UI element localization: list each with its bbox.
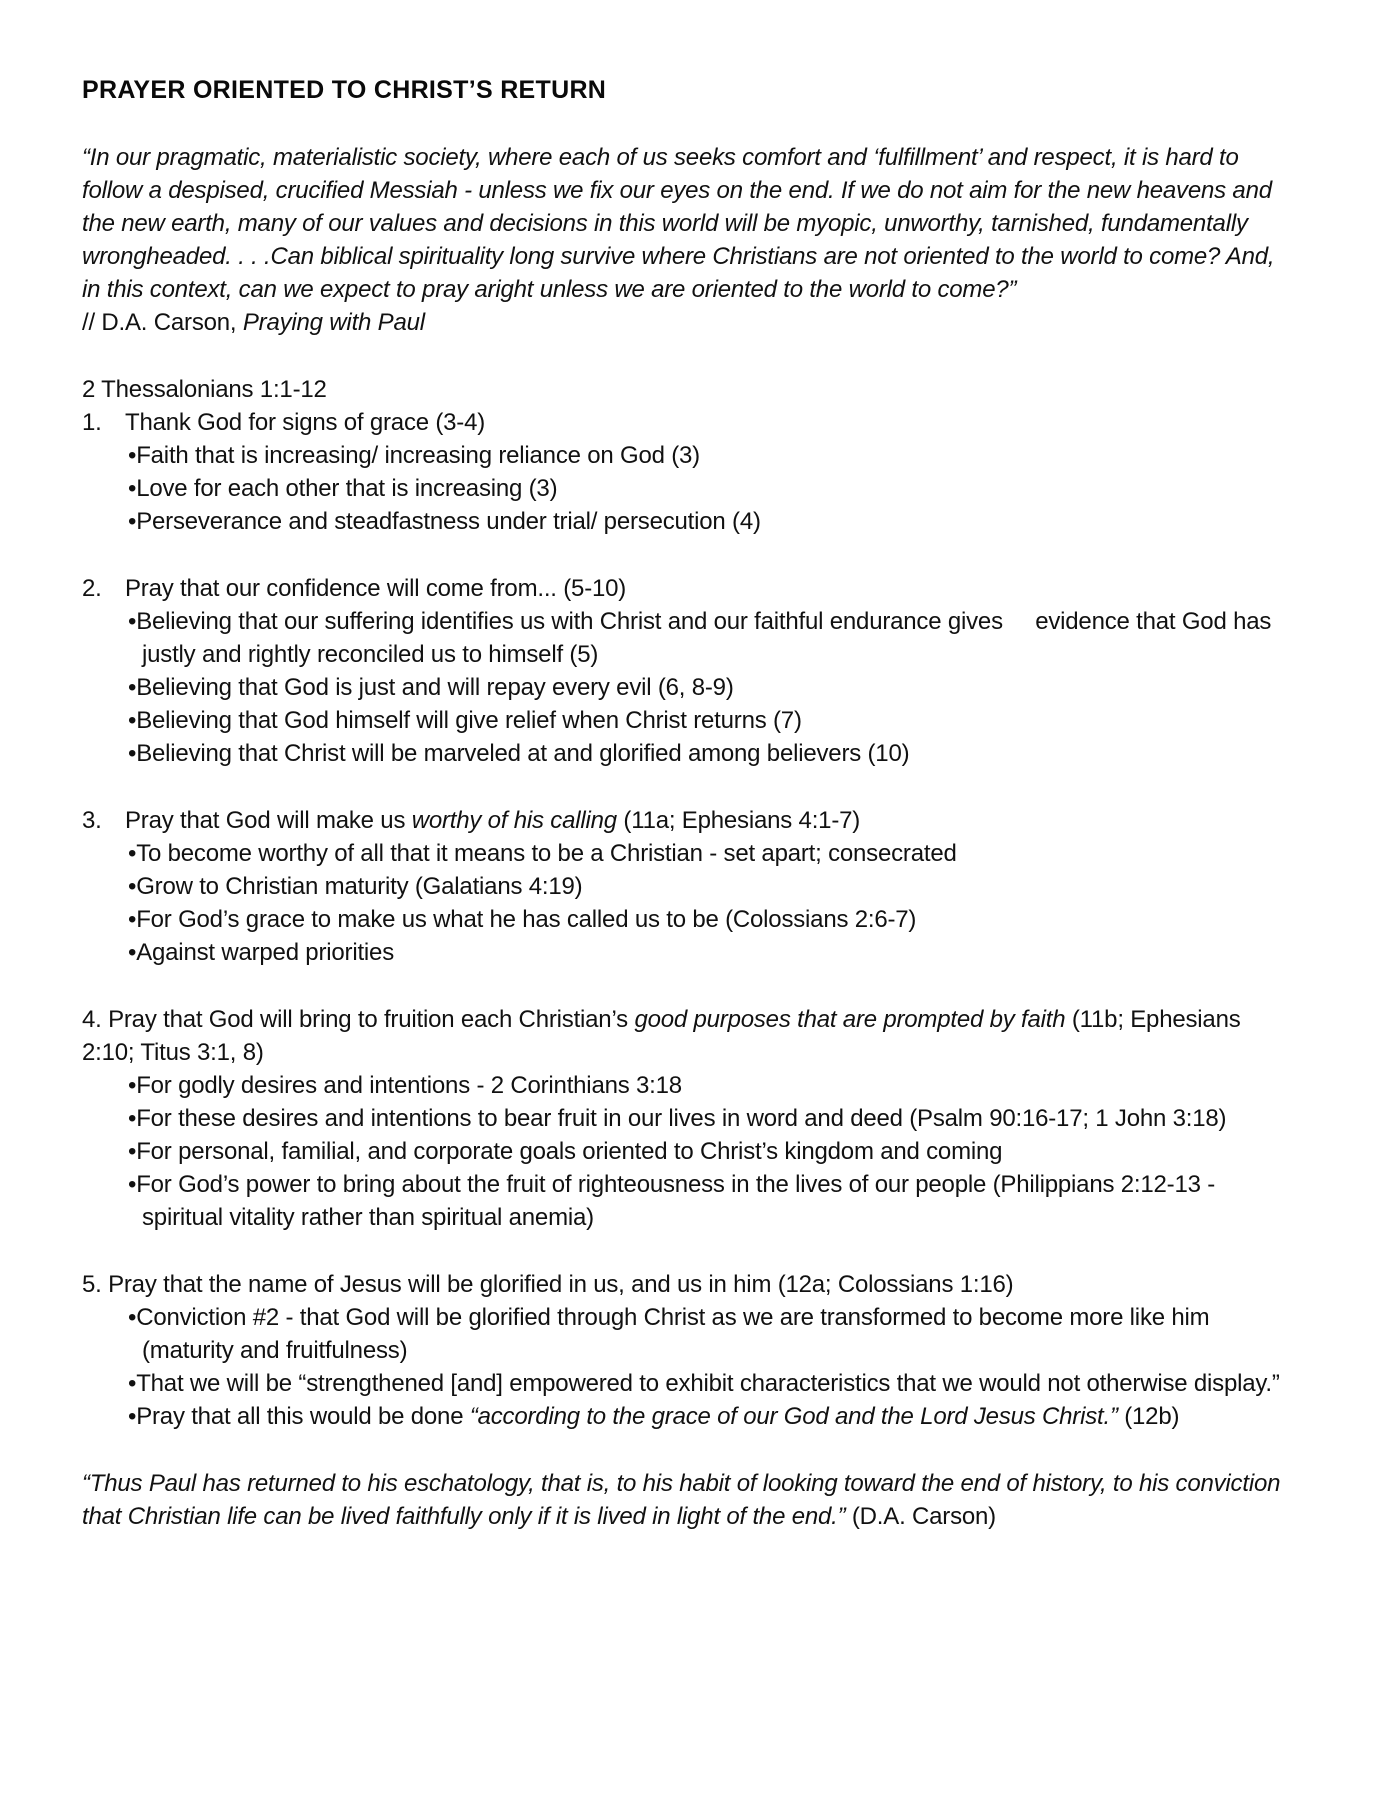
- item-3-heading-text: Pray that God will make us: [125, 807, 412, 834]
- bullet-item: • For God’s power to bring about the fruit of righteousness in the lives of our people (Philippians 2:12-13 - spiritual vitality rather than spiritual anemia): [128, 1168, 1296, 1234]
- item-4-heading-italic: good purposes that are prompted by faith: [634, 1006, 1066, 1033]
- bullet-item: • For these desires and intentions to bear fruit in our lives in word and deed (Psalm 90:16-17; 1 John 3:18): [128, 1102, 1296, 1135]
- outline-item-3: [82, 804, 1296, 969]
- item-1-number: 1.: [82, 409, 102, 436]
- outline-item-2-heading: [82, 572, 1296, 605]
- passage-reference: 2 Thessalonians 1:1-12: [82, 376, 327, 403]
- bullet-segment: Pray that all this would be done: [136, 1403, 470, 1430]
- item-3-bullet-list: [82, 837, 1296, 969]
- outline-item-5: [82, 1268, 1296, 1433]
- item-3-heading-ref: (11a; Ephesians 4:1-7): [616, 807, 861, 834]
- closing-quote-attribution: (D.A. Carson): [845, 1503, 996, 1530]
- bullet-item: • Perseverance and steadfastness under trial/ persecution (4): [128, 505, 1296, 538]
- bullet-item: • For godly desires and intentions - 2 Corinthians 3:18: [128, 1069, 1296, 1102]
- closing-quote-text: “Thus Paul has returned to his eschatology, that is, to his habit of looking toward the end of history, to his conviction that Christian life can be lived faithfully only if it is lived in light of the end.”: [82, 1470, 1281, 1530]
- attribution-work-title: Praying with Paul: [242, 309, 425, 336]
- bullet-item: • Love for each other that is increasing (3): [128, 472, 1296, 505]
- item-5-bullet-list: [82, 1301, 1296, 1433]
- item-4-heading-text: 4. Pray that God will bring to fruition each Christian’s: [82, 1006, 635, 1033]
- item-1-bullet-list: [82, 439, 1296, 538]
- bullet-item: • For personal, familial, and corporate goals oriented to Christ’s kingdom and coming: [128, 1135, 1296, 1168]
- bullet-item: • Believing that God himself will give relief when Christ returns (7): [128, 704, 1296, 737]
- outline-item-2: [82, 572, 1296, 770]
- outline-item-4-heading: [82, 1003, 1296, 1069]
- bullet-item: • Conviction #2 - that God will be glorified through Christ as we are transformed to become more like him (maturity and fruitfulness): [128, 1301, 1296, 1367]
- item-3-number: 3.: [82, 807, 102, 834]
- item-4-heading-ref: (11b; Ephesians 2:10; Titus 3:1, 8): [82, 1006, 1241, 1066]
- bullet-item: • That we will be “strengthened [and] empowered to exhibit characteristics that we would not otherwise display.”: [128, 1367, 1296, 1400]
- item-3-heading-italic: worthy of his calling: [411, 807, 617, 834]
- bullet-item: • Believing that our suffering identifies us with Christ and our faithful endurance gives evidence that God has justly and rightly reconciled us to himself (5): [128, 605, 1296, 671]
- item-2-bullet-list: [82, 605, 1296, 770]
- bullet-item: • Grow to Christian maturity (Galatians 4:19): [128, 870, 1296, 903]
- bullet-item: • Believing that God is just and will repay every evil (6, 8-9): [128, 671, 1296, 704]
- item-2-number: 2.: [82, 575, 102, 602]
- item-1-heading-text: Thank God for signs of grace (3-4): [125, 409, 486, 436]
- bullet-item: • Faith that is increasing/ increasing reliance on God (3): [128, 439, 1296, 472]
- attribution-line: [82, 306, 1296, 339]
- outline-item-5-heading: [82, 1268, 1296, 1301]
- item-2-heading-text: Pray that our confidence will come from... (5-10): [125, 575, 627, 602]
- bullet-item: • Believing that Christ will be marveled at and glorified among believers (10): [128, 737, 1296, 770]
- bullet-item: [128, 1400, 1296, 1433]
- item-5-heading-text: 5. Pray that the name of Jesus will be glorified in us, and us in him (12a; Colossians 1:16): [82, 1271, 1014, 1298]
- opening-quote: “In our pragmatic, materialistic society, where each of us seeks comfort and ‘fulfillment’ and respect, it is hard to follow a despised, crucified Messiah - unless we fix our eyes on the end. If we do not aim for the new heavens and the new earth, many of our values and decisions in this world will be myopic, unworthy, tarnished, fundamentally wrongheaded. . . .Can biblical spirituality long survive where Christians are not oriented to the world to come? And, in this context, can we expect to pray aright unless we are oriented to the world to come?”: [82, 144, 1275, 303]
- bullet-segment-italic: “according to the grace of our God and the Lord Jesus Christ.”: [469, 1403, 1118, 1430]
- attribution-prefix: // D.A. Carson,: [82, 309, 243, 336]
- bullet-item: • To become worthy of all that it means to be a Christian - set apart; consecrated: [128, 837, 1296, 870]
- outline-item-4: [82, 1003, 1296, 1234]
- outline-item-1: [82, 406, 1296, 538]
- bullet-segment-ref: (12b): [1117, 1403, 1180, 1430]
- item-4-bullet-list: [82, 1069, 1296, 1234]
- bullet-item: • For God’s grace to make us what he has called us to be (Colossians 2:6-7): [128, 903, 1296, 936]
- closing-quote: [82, 1467, 1296, 1533]
- document-title: PRAYER ORIENTED TO CHRIST’S RETURN: [82, 76, 607, 104]
- outline-item-3-heading: [82, 804, 1296, 837]
- bullet-item: • Against warped priorities: [128, 936, 1296, 969]
- outline-item-1-heading: [82, 406, 1296, 439]
